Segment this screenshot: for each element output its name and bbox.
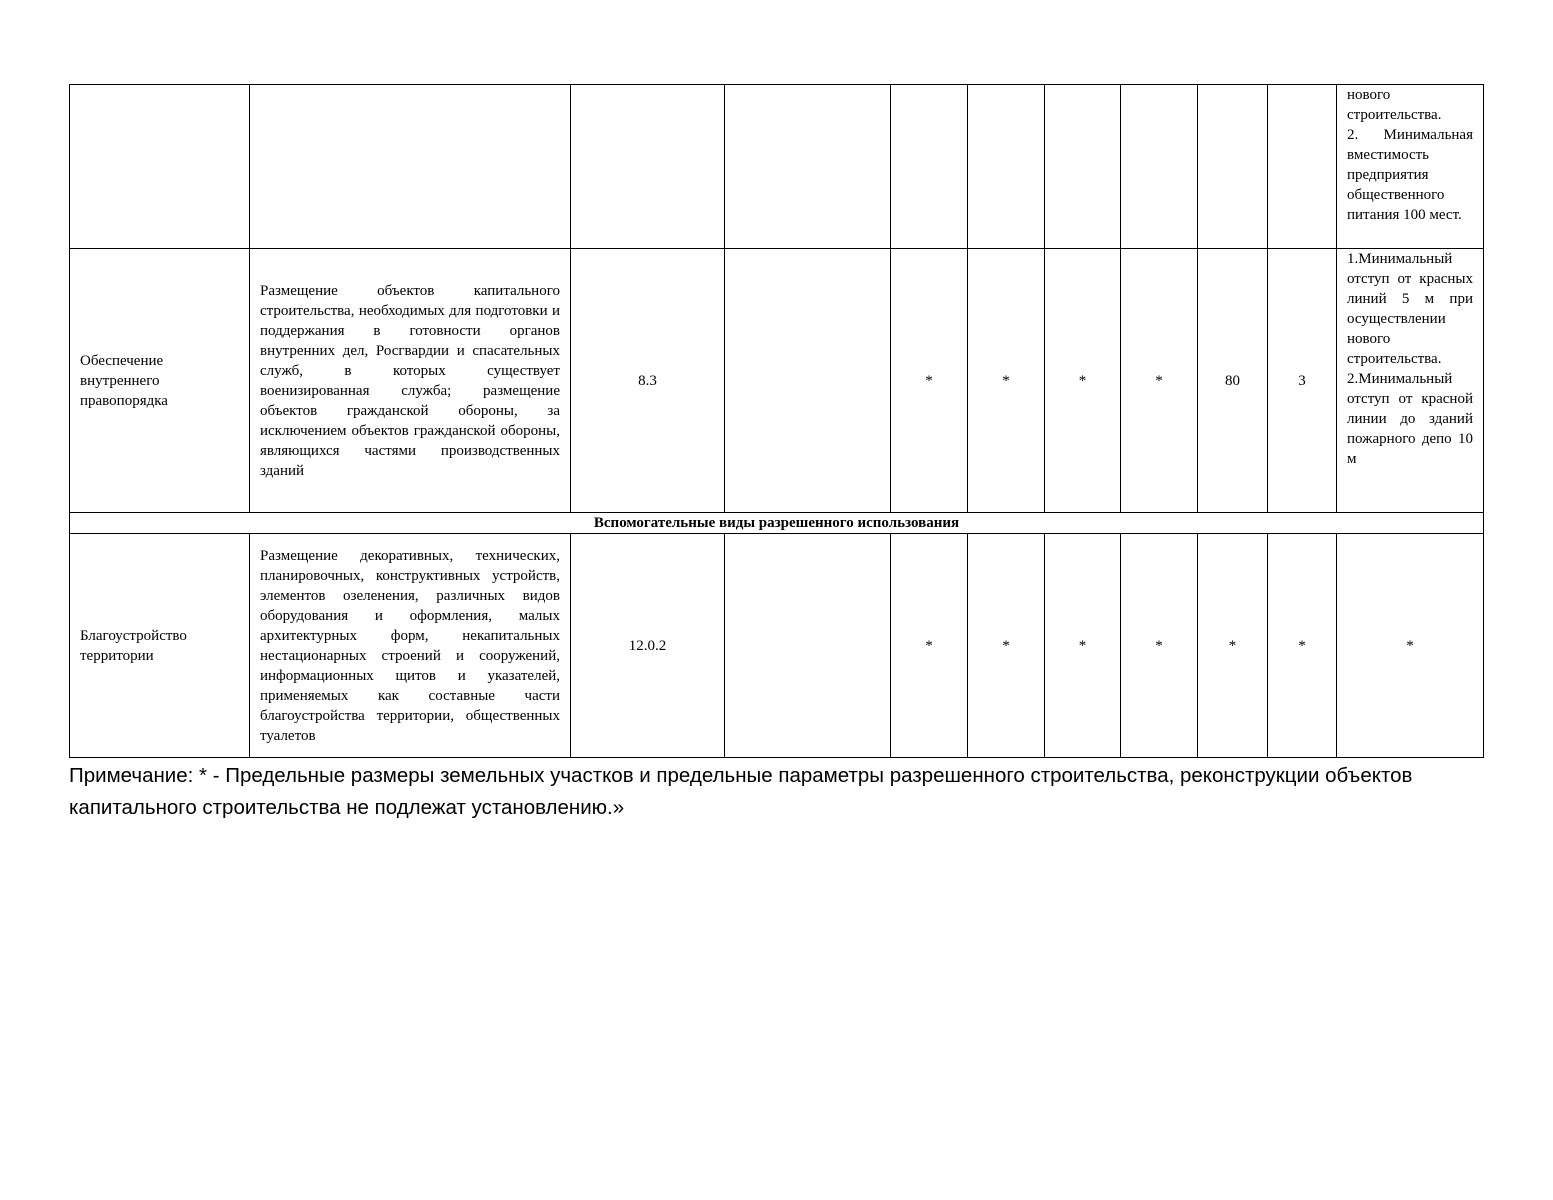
param-cell: 3 <box>1268 249 1337 513</box>
use-code-cell: 8.3 <box>571 249 725 513</box>
note-line: 2. Минимальная вместимость предприятия общественного питания 100 мест. <box>1347 127 1473 223</box>
note-line: 1.Минимальный отступ от красных линий 5 м при осуществлении нового строительства. <box>1347 251 1473 367</box>
param-cell: * <box>1121 534 1198 758</box>
param-cell: * <box>1121 249 1198 513</box>
param-cell: * <box>1045 249 1121 513</box>
param-cell: * <box>891 534 968 758</box>
param-cell: * <box>968 249 1045 513</box>
param-cell <box>891 85 968 249</box>
notes-cell <box>1337 85 1484 249</box>
table-row <box>70 85 1484 249</box>
param-cell: * <box>1268 534 1337 758</box>
note-line: нового строительства. <box>1347 87 1442 123</box>
table-row <box>70 249 1484 513</box>
param-cell: * <box>1045 534 1121 758</box>
section-header-row <box>70 513 1484 534</box>
param-cell: * <box>968 534 1045 758</box>
param-cell <box>968 85 1045 249</box>
use-description-cell: Размещение объектов капитального строительства, необходимых для подготовки и поддержания в готовности органов внутренних дел, Росгвардии и спасательных служб, в которых существует военизированная служба; размещение объектов гражданской обороны, за исключением объектов гражданской обороны, являющихся частями производственных зданий <box>250 249 571 513</box>
param-cell: * <box>891 249 968 513</box>
zoning-table <box>69 84 1484 758</box>
use-name-cell: Обеспечение внутреннего правопорядка <box>70 249 250 513</box>
param-cell: * <box>1198 534 1268 758</box>
extra-cell <box>725 534 891 758</box>
table-row <box>70 534 1484 758</box>
section-title: Вспомогательные виды разрешенного использования <box>70 513 1484 534</box>
param-cell <box>1121 85 1198 249</box>
use-name-cell: Благоустройство территории <box>70 534 250 758</box>
note-line: 2.Минимальный отступ от красной линии до зданий пожарного депо 10 м <box>1347 371 1473 467</box>
use-code-cell: 12.0.2 <box>571 534 725 758</box>
param-cell <box>1045 85 1121 249</box>
param-cell: 80 <box>1198 249 1268 513</box>
use-description-cell <box>250 85 571 249</box>
extra-cell <box>725 249 891 513</box>
extra-cell <box>725 85 891 249</box>
footnote: Примечание: * - Предельные размеры земельных участков и предельные параметры разрешенного строительства, реконструкции объектов капитального строительства не подлежат установлению.» <box>69 764 1413 819</box>
notes-cell <box>1337 249 1484 513</box>
use-name-cell <box>70 85 250 249</box>
param-cell <box>1198 85 1268 249</box>
use-description-cell: Размещение декоративных, технических, планировочных, конструктивных устройств, элементов озеленения, различных видов оборудования и оформления, малых архитектурных форм, некапитальных нестационарных строений и сооружений, информационных щитов и указателей, применяемых как составные части благоустройства территории, общественных туалетов <box>250 534 571 758</box>
use-code-cell <box>571 85 725 249</box>
param-cell <box>1268 85 1337 249</box>
notes-cell: * <box>1337 534 1484 758</box>
